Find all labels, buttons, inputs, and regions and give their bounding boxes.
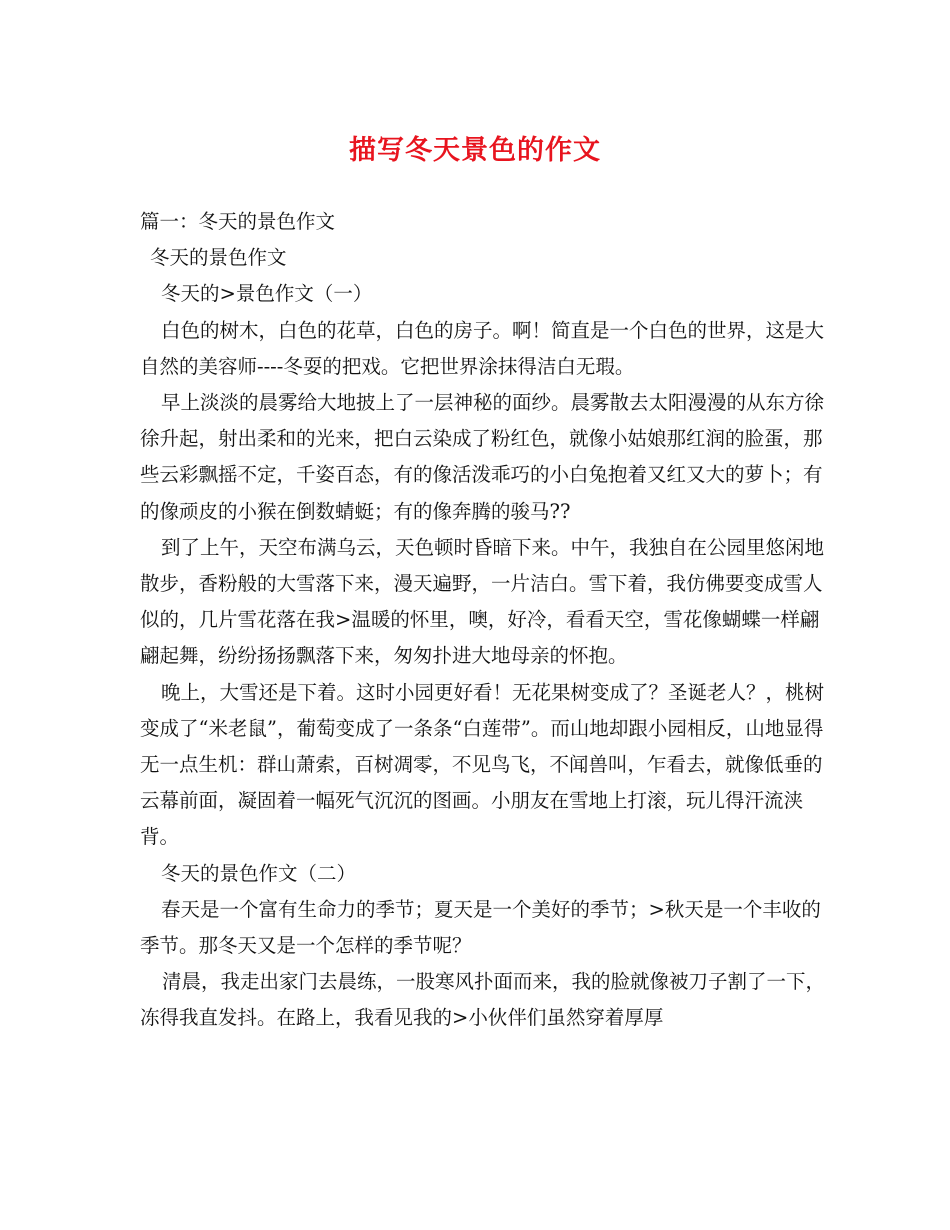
paragraph: 白色的树木，白色的花草，白色的房子。啊！简直是一个白色的世界，这是大自然的美容师----冬耍的把戏。它把世界涂抹得洁白无瑕。 xyxy=(140,318,825,378)
essay-subheading: 冬天的景色作文（二） xyxy=(161,861,357,885)
document-title: 描写冬天景色的作文 xyxy=(349,135,601,166)
document-body xyxy=(140,204,830,1037)
section-heading: 篇一：冬天的景色作文 xyxy=(140,210,336,233)
paragraph: 春天是一个富有生命力的季节；夏天是一个美好的季节；>秋天是一个丰收的季节。那冬天又是一个怎样的季节呢？ xyxy=(140,897,821,958)
essay-subheading: 冬天的>景色作文（一） xyxy=(161,282,373,306)
paragraph: 清晨，我走出家门去晨练，一股寒风扑面而来，我的脸就像被刀子割了一下，冻得我直发抖。在路上，我看见我的>小伙伴们虽然穿着厚厚 xyxy=(140,970,826,1030)
paragraph: 晚上，大雪还是下着。这时小园更好看！无花果树变成了？圣诞老人？，桃树变成了“米老鼠”，葡萄变成了一条条“白莲带”。而山地却跟小园相反，山地显得无一点生机：群山萧索，百树凋零，不见鸟飞，不闻兽叫，乍看去，就像低垂的云幕前面，凝固着一幅死气沉沉的图画。小朋友在雪地上打滚，玩儿得汗流浃背。 xyxy=(140,680,825,849)
essay-heading: 冬天的景色作文 xyxy=(150,246,287,270)
paragraph: 到了上午，天空布满乌云，天色顿时昏暗下来。中午，我独自在公园里悠闲地散步，香粉般的大雪落下来，漫天遍野，一片洁白。雪下着，我仿佛要变成雪人似的，几片雪花落在我>温暖的怀里，噢，好冷，看看天空，雪花像蝴蝶一样翩翩起舞，纷纷扬扬飘落下来，匆匆扑进大地母亲的怀抱。 xyxy=(140,535,825,668)
paragraph: 早上淡淡的晨雾给大地披上了一层神秘的面纱。晨雾散去太阳漫漫的从东方徐徐升起，射出柔和的光来，把白云染成了粉红色，就像小姑娘那红润的脸蛋，那些云彩飘摇不定，千姿百态，有的像活泼乖巧的小白兔抱着又红又大的萝卜；有的像顽皮的小猴在倒数蜻蜓；有的像奔腾的骏马?? xyxy=(140,391,825,523)
